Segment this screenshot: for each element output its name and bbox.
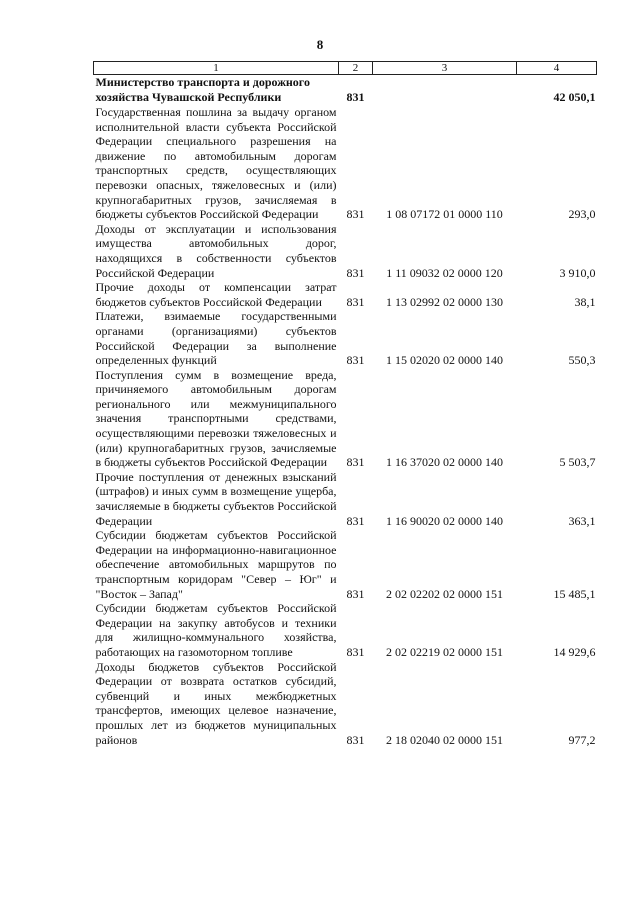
revenue-name: Доходы бюджетов субъектов Российской Федерации от возврата остатков субсидий, субвенций и иных межбюджетных трансфертов, имеющих целевое назначение, прошлых лет из бюджетов муниципальных районов [95,659,337,747]
revenue-name: Государственная пошлина за выдачу органом исполнительной власти субъекта Российской Федерации специального разрешения на движение по автомобильным дорогам транспортных средств, осуществляющих перевозки опасных, тяжеловесных и (или) крупногабаритных грузов, зачисляемая в бюджеты субъектов Российской Федерации [95,105,337,222]
revenue-name: Платежи, взимаемые государственными органами (организациями) субъектов Российской Федерации за выполнение определенных функций [95,309,337,368]
column-header-3: 3 [373,62,517,75]
ministry-admin-code: 831 [346,90,365,105]
revenue-amount: 977,2 [568,732,596,747]
revenue-name: Субсидии бюджетам субъектов Российской Федерации на информационно-навигационное обеспечение автомобильных маршрутов по транспортным коридорам "Север – Юг" и "Восток – Запад" [95,528,337,601]
table-row [94,601,597,659]
revenue-amount: 3 910,0 [559,265,596,280]
table-row [94,368,597,470]
table-row [94,470,597,528]
revenue-amount: 5 503,7 [559,455,596,470]
admin-code: 831 [346,732,365,747]
table-row [94,660,597,748]
revenue-name: Субсидии бюджетам субъектов Российской Федерации на закупку автобусов и техники для жилищно-коммунального хозяйства, работающих на газомоторном топливе [95,601,337,659]
revenue-amount: 293,0 [568,207,596,222]
revenue-code: 2 18 02040 02 0000 151 [386,732,503,747]
admin-code: 831 [346,586,365,601]
revenue-name: Доходы от эксплуатации и использования имущества автомобильных дорог, находящихся в собственности субъектов Российской Федерации [95,221,337,280]
revenue-code: 2 02 02202 02 0000 151 [386,586,503,601]
revenue-name: Поступления сумм в возмещение вреда, причиняемого автомобильным дорогам регионального или межмуниципального значения транспортными средствами, осуществляющими перевозки тяжеловесных и (или) крупногабаритных грузов, зачисляемые в бюджеты субъектов Российской Федерации [95,367,337,470]
ministry-total-amount: 42 050,1 [553,90,596,105]
revenue-code: 1 16 90020 02 0000 140 [386,513,503,528]
revenue-code: 1 15 02020 02 0000 140 [386,353,503,368]
revenue-amount: 14 929,6 [553,644,596,659]
admin-code: 831 [346,644,365,659]
revenue-code: 1 13 02992 02 0000 130 [386,294,503,309]
revenue-code: 1 16 37020 02 0000 140 [386,455,503,470]
column-number-header-row [94,62,597,75]
table-row [94,105,597,222]
column-header-1: 1 [94,62,339,75]
table-row [94,528,597,601]
admin-code: 831 [346,353,365,368]
admin-code: 831 [346,265,365,280]
table-row [94,280,597,309]
ministry-name: Министерство транспорта и дорожного хозяйства Чувашской Республики [95,75,310,104]
ministry-revenue-code [373,75,517,106]
revenue-name: Прочие доходы от компенсации затрат бюджетов субъектов Российской Федерации [95,280,337,309]
revenue-amount: 550,3 [568,353,596,368]
page-number: 8 [316,37,324,52]
revenue-amount: 363,1 [568,513,596,528]
column-header-2: 2 [339,62,373,75]
budget-revenue-table [93,61,597,747]
admin-code: 831 [346,513,365,528]
ministry-row [94,75,597,106]
revenue-code: 1 11 09032 02 0000 120 [386,265,503,280]
table-row [94,309,597,367]
table-row [94,222,597,280]
admin-code: 831 [346,455,365,470]
admin-code: 831 [346,294,365,309]
revenue-code: 2 02 02219 02 0000 151 [386,644,503,659]
revenue-amount: 38,1 [574,294,596,309]
admin-code: 831 [346,207,365,222]
column-header-4: 4 [517,62,597,75]
revenue-code: 1 08 07172 01 0000 110 [386,207,503,222]
revenue-name: Прочие поступления от денежных взысканий (штрафов) и иных сумм в возмещение ущерба, зачисляемые в бюджеты субъектов Российской Федерации [95,469,337,528]
revenue-amount: 15 485,1 [553,586,596,601]
